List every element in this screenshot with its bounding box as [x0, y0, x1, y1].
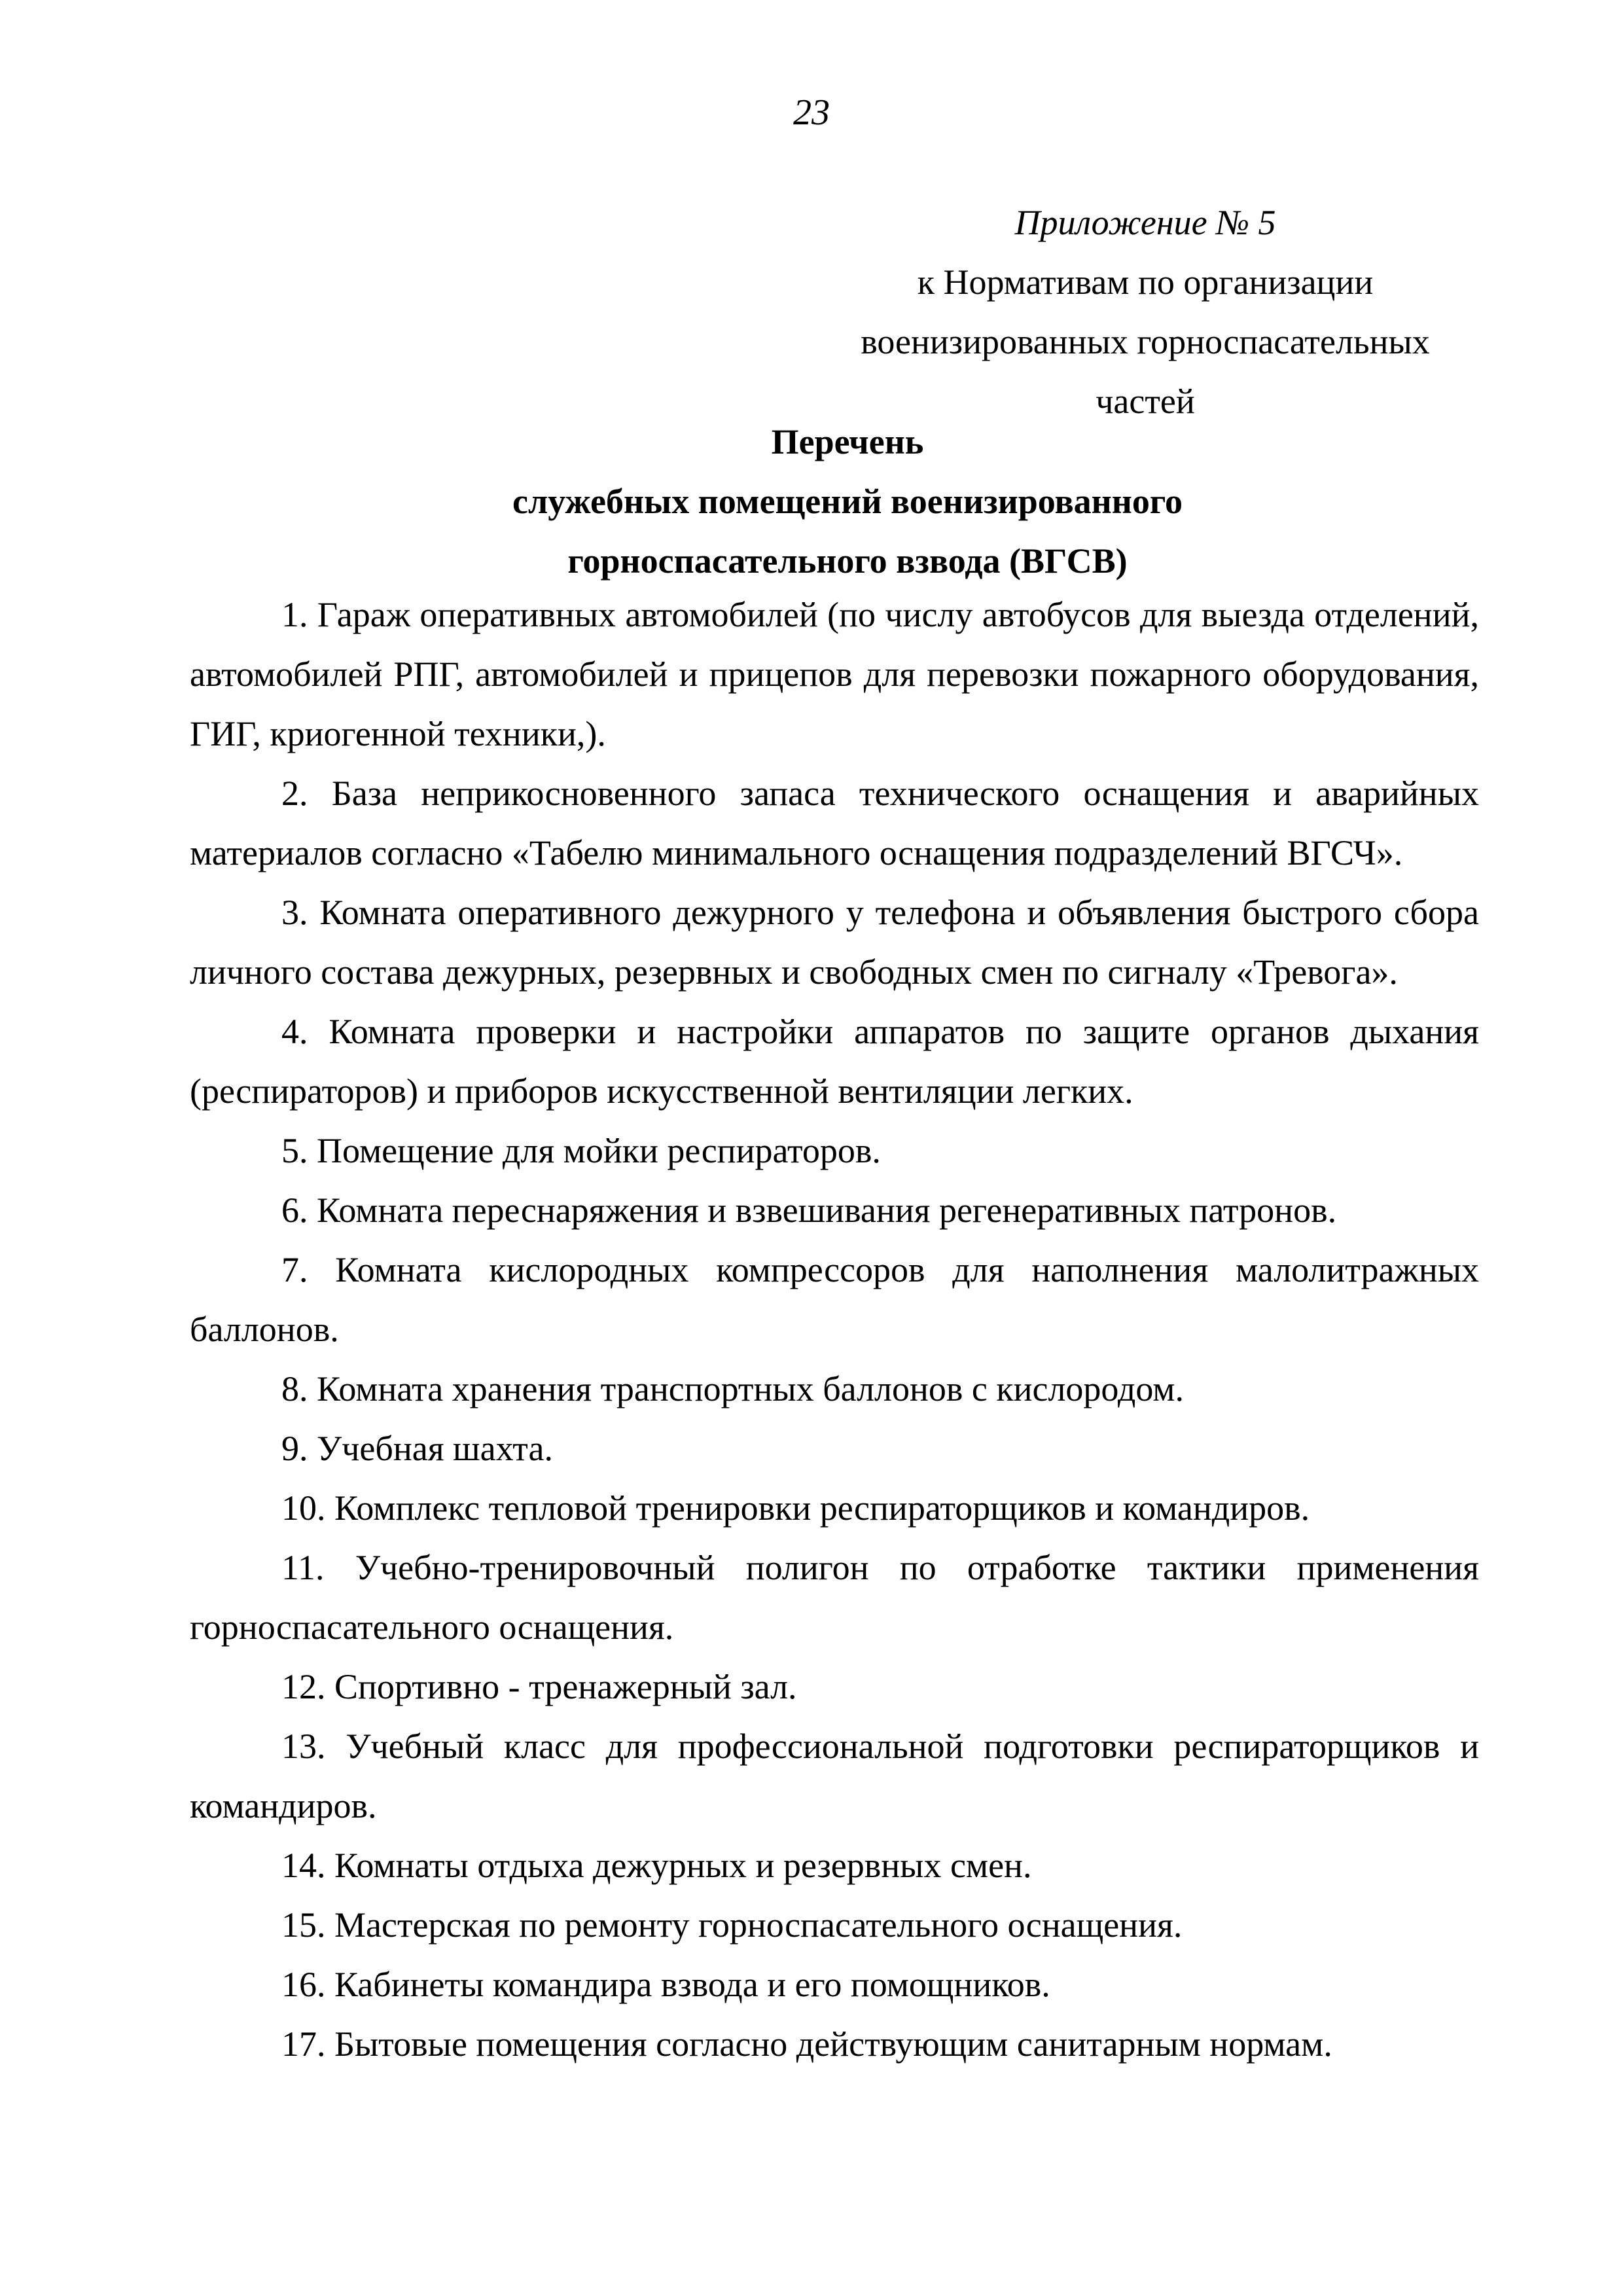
annex-line: частей	[1096, 382, 1195, 421]
annex-line: военизированных горноспасательных	[861, 322, 1430, 361]
heading-line: горноспасательного взвода (ВГСВ)	[567, 541, 1128, 581]
page-number: 23	[793, 92, 830, 133]
list-item: 14. Комнаты отдыха дежурных и резервных смен.	[281, 1846, 1032, 1885]
list-item: 13. Учебный класс для профессиональной подготовки респираторщиков и командиров.	[190, 1727, 1479, 1825]
room-list	[190, 585, 1479, 2074]
list-item: 16. Кабинеты командира взвода и его помощников.	[281, 1965, 1050, 2004]
list-item: 7. Комната кислородных компрессоров для наполнения малолитражных баллонов.	[190, 1250, 1479, 1349]
list-item: 15. Мастерская по ремонту горноспасательного оснащения.	[281, 1905, 1183, 1945]
list-item: 5. Помещение для мойки респираторов.	[281, 1131, 881, 1170]
list-item: 4. Комната проверки и настройки аппаратов по защите органов дыхания (респираторов) и приборов искусственной вентиляции легких.	[190, 1012, 1479, 1111]
annex-title: Приложение № 5	[1014, 203, 1276, 242]
list-item: 9. Учебная шахта.	[281, 1429, 553, 1468]
list-item: 3. Комната оперативного дежурного у телефона и объявления быстрого сбора личного состава дежурных, резервных и свободных смен по сигналу «Тревога».	[190, 893, 1479, 992]
list-item: 17. Бытовые помещения согласно действующим санитарным нормам.	[281, 2024, 1332, 2064]
annex-block	[753, 193, 1538, 431]
heading-line: Перечень	[771, 422, 924, 461]
annex-line: к Нормативам по организации	[917, 262, 1374, 302]
list-item: 6. Комната переснаряжения и взвешивания регенеративных патронов.	[281, 1191, 1337, 1230]
list-item: 12. Спортивно - тренажерный зал.	[281, 1667, 797, 1706]
document-heading	[0, 412, 1623, 591]
list-item: 8. Комната хранения транспортных баллонов с кислородом.	[281, 1369, 1184, 1408]
list-item: 11. Учебно-тренировочный полигон по отработке тактики применения горноспасательного оснащения.	[190, 1548, 1479, 1647]
list-item: 1. Гараж оперативных автомобилей (по числу автобусов для выезда отделений, автомобилей РПГ, автомобилей и прицепов для перевозки пожарного оборудования, ГИГ, криогенной техники,).	[190, 595, 1479, 753]
heading-line: служебных помещений военизированного	[512, 482, 1183, 521]
list-item: 10. Комплекс тепловой тренировки респираторщиков и командиров.	[281, 1488, 1310, 1528]
list-item: 2. База неприкосновенного запаса технического оснащения и аварийных материалов согласно «Табелю минимального оснащения подразделений ВГСЧ».	[190, 774, 1479, 872]
